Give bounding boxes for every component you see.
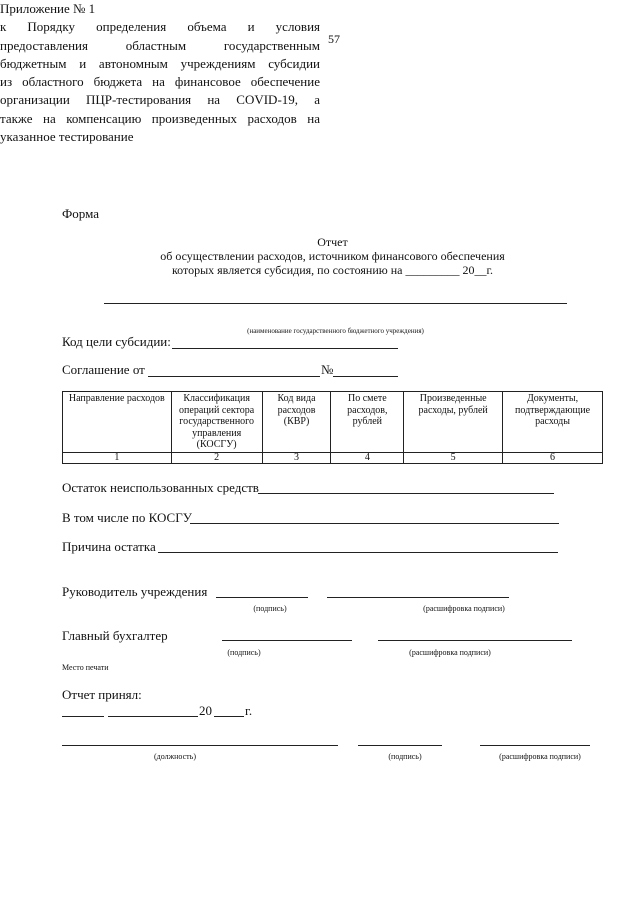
accepted-year-suffix: г. <box>245 703 253 718</box>
head-signature-caption: (подпись) <box>253 604 287 613</box>
table-number-row <box>63 453 603 464</box>
table-header-cell: Документы, подтверждающие расходы <box>503 392 603 453</box>
accountant-decoding-caption: (расшифровка подписи) <box>409 648 491 657</box>
table-number-cell: 1 <box>63 453 172 464</box>
table-number-cell: 3 <box>262 453 331 464</box>
report-subtitle-date: которых является субсидия, по состоянию на _________ 20__г. <box>171 263 494 277</box>
reason-label: Причина остатка <box>62 539 156 554</box>
head-decoding-field[interactable] <box>327 597 509 598</box>
table-number-cell: 4 <box>331 453 404 464</box>
report-accepted-label: Отчет принял: <box>62 687 142 702</box>
accepted-position-field[interactable] <box>62 745 338 746</box>
table-header-cell: Код вида расходов (КВР) <box>262 392 331 453</box>
table-number-cell: 2 <box>171 453 262 464</box>
head-decoding-caption: (расшифровка подписи) <box>423 604 505 613</box>
accountant-signature-caption: (подпись) <box>227 648 261 657</box>
accepted-decoding-caption: (расшифровка подписи) <box>499 752 581 761</box>
form-label: Форма <box>62 206 99 221</box>
table-header-cell: Произведенные расходы, рублей <box>404 392 503 453</box>
subsidy-goal-label: Код цели субсидии: <box>62 334 171 349</box>
kosgu-field[interactable] <box>190 523 559 524</box>
head-signature-field[interactable] <box>216 597 308 598</box>
accepted-signature-caption: (подпись) <box>388 752 422 761</box>
kosgu-label: В том числе по КОСГУ <box>62 510 192 525</box>
table-number-cell: 5 <box>404 453 503 464</box>
agreement-date-field[interactable] <box>148 376 320 377</box>
accountant-signature-field[interactable] <box>222 640 352 641</box>
reason-field[interactable] <box>158 552 558 553</box>
agreement-label: Соглашение от <box>62 362 145 377</box>
annex-line: организации ПЦР-тестирования на COVID-19, а <box>0 92 320 108</box>
accountant-decoding-field[interactable] <box>378 640 572 641</box>
agreement-no-label: № <box>321 362 334 377</box>
annex-line: предоставления областным государственным <box>0 37 320 53</box>
annex-line: также на компенсацию произведенных расходов на <box>0 110 320 126</box>
accepted-year-field[interactable] <box>214 716 244 717</box>
table-header-cell: Направление расходов <box>63 392 172 453</box>
annex-block <box>0 0 320 146</box>
table-header-cell: Классификация операций сектора государственного управления (КОСГУ) <box>171 392 262 453</box>
annex-line: Приложение № 1 <box>0 1 96 16</box>
table-number-cell: 6 <box>503 453 603 464</box>
institution-caption: (наименование государственного бюджетного учреждения) <box>247 327 424 335</box>
page-number: 57 <box>328 32 340 46</box>
seal-place-label: Место печати <box>62 663 109 672</box>
unused-funds-field[interactable] <box>258 493 554 494</box>
annex-line: указанное тестирование <box>0 129 134 145</box>
agreement-number-field[interactable] <box>333 376 398 377</box>
institution-name-line[interactable] <box>104 303 567 304</box>
chief-accountant-label: Главный бухгалтер <box>62 628 168 643</box>
table-header-row <box>63 392 603 453</box>
report-title: Отчет <box>317 235 348 249</box>
unused-funds-label: Остаток неиспользованных средств <box>62 480 259 495</box>
annex-line: из областного бюджета на финансовое обеспечение <box>0 74 320 90</box>
expenses-table <box>62 391 603 464</box>
annex-line: к Порядку определения объема и условия <box>0 19 320 35</box>
report-subtitle: об осуществлении расходов, источником финансового обеспечения <box>160 249 505 263</box>
table-header-cell: По смете расходов, рублей <box>331 392 404 453</box>
subsidy-goal-field[interactable] <box>172 348 398 349</box>
accepted-day-field[interactable] <box>62 716 104 717</box>
accepted-position-caption: (должность) <box>154 752 196 761</box>
annex-line: бюджетным и автономным учреждениям субсидии <box>0 55 320 71</box>
accepted-month-field[interactable] <box>108 716 198 717</box>
accepted-year-prefix: 20 <box>199 703 212 718</box>
head-label: Руководитель учреждения <box>62 584 208 599</box>
accepted-decoding-field[interactable] <box>480 745 590 746</box>
accepted-signature-field[interactable] <box>358 745 442 746</box>
